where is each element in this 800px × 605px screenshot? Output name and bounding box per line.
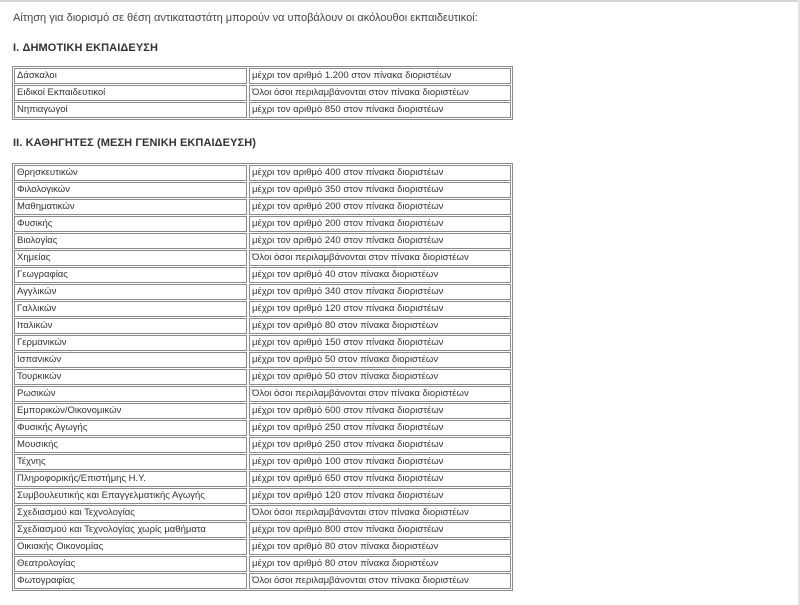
specialty-cell: Τέχνης (14, 454, 247, 470)
section-heading-secondary: II. ΚΑΘΗΓΗΤΕΣ (ΜΕΣΗ ΓΕΝΙΚΗ ΕΚΠΑΙΔΕΥΣΗ) (13, 137, 257, 149)
specialty-cell: Συμβουλευτικής και Επαγγελματικής Αγωγής (14, 488, 247, 504)
specialty-cell: Σχεδιασμού και Τεχνολογίας χωρίς μαθήματα (14, 522, 247, 538)
table-row (14, 386, 511, 402)
limit-cell: μέχρι τον αριθμό 400 στον πίνακα διοριστέων (249, 165, 511, 181)
specialty-cell: Μουσικής (14, 437, 247, 453)
limit-cell: μέχρι τον αριθμό 250 στον πίνακα διοριστέων (249, 437, 511, 453)
limit-cell: μέχρι τον αριθμό 650 στον πίνακα διοριστέων (249, 471, 511, 487)
limit-cell: Όλοι όσοι περιλαμβάνονται στον πίνακα διοριστέων (249, 573, 511, 589)
table-row (14, 403, 511, 419)
table-row (14, 352, 511, 368)
table-row (14, 182, 511, 198)
table-row (14, 488, 511, 504)
limit-cell: Όλοι όσοι περιλαμβάνονται στον πίνακα διοριστέων (249, 505, 511, 521)
specialty-cell: Σχεδιασμού και Τεχνολογίας (14, 505, 247, 521)
limit-cell: μέχρι τον αριθμό 80 στον πίνακα διοριστέων (249, 556, 511, 572)
limit-cell: Όλοι όσοι περιλαμβάνονται στον πίνακα διοριστέων (249, 386, 511, 402)
limit-cell: μέχρι τον αριθμό 600 στον πίνακα διοριστέων (249, 403, 511, 419)
table-row (14, 301, 511, 317)
specialty-cell: Οικιακής Οικονομίας (14, 539, 247, 555)
limit-cell: μέχρι τον αριθμό 800 στον πίνακα διοριστέων (249, 522, 511, 538)
table-row (14, 165, 511, 181)
table-row (14, 471, 511, 487)
limit-cell: μέχρι τον αριθμό 50 στον πίνακα διοριστέων (249, 352, 511, 368)
table-secondary-teachers (12, 163, 513, 591)
specialty-cell: Δάσκαλοι (14, 68, 247, 84)
table-row (14, 454, 511, 470)
specialty-cell: Χημείας (14, 250, 247, 266)
table-row (14, 573, 511, 589)
specialty-cell: Γεωγραφίας (14, 267, 247, 283)
table-row (14, 539, 511, 555)
specialty-cell: Φυσικής Αγωγής (14, 420, 247, 436)
limit-cell: μέχρι τον αριθμό 120 στον πίνακα διοριστέων (249, 488, 511, 504)
limit-cell: μέχρι τον αριθμό 80 στον πίνακα διοριστέων (249, 539, 511, 555)
specialty-cell: Γαλλικών (14, 301, 247, 317)
limit-cell: μέχρι τον αριθμό 340 στον πίνακα διοριστέων (249, 284, 511, 300)
specialty-cell: Φωτογραφίας (14, 573, 247, 589)
specialty-cell: Φιλολογικών (14, 182, 247, 198)
table-row (14, 68, 511, 84)
limit-cell: μέχρι τον αριθμό 150 στον πίνακα διοριστέων (249, 335, 511, 351)
specialty-cell: Εμπορικών/Οικονομικών (14, 403, 247, 419)
specialty-cell: Ιταλικών (14, 318, 247, 334)
table-row (14, 522, 511, 538)
table-row (14, 335, 511, 351)
table-row (14, 556, 511, 572)
limit-cell: μέχρι τον αριθμό 100 στον πίνακα διοριστέων (249, 454, 511, 470)
specialty-cell: Βιολογίας (14, 233, 247, 249)
limit-cell: μέχρι τον αριθμό 50 στον πίνακα διοριστέων (249, 369, 511, 385)
specialty-cell: Θρησκευτικών (14, 165, 247, 181)
limit-cell: Όλοι όσοι περιλαμβάνονται στον πίνακα διοριστέων (249, 85, 511, 101)
limit-cell: μέχρι τον αριθμό 200 στον πίνακα διοριστέων (249, 199, 511, 215)
top-border (0, 0, 800, 2)
table-row (14, 233, 511, 249)
table-row (14, 199, 511, 215)
limit-cell: Όλοι όσοι περιλαμβάνονται στον πίνακα διοριστέων (249, 250, 511, 266)
table-row (14, 284, 511, 300)
intro-text: Αίτηση για διορισμό σε θέση αντικαταστάτη μπορούν να υποβάλουν οι ακόλουθοι εκπαιδευτικοί: (13, 12, 478, 24)
table-row (14, 85, 511, 101)
section-heading-primary: I. ΔΗΜΟΤΙΚΗ ΕΚΠΑΙΔΕΥΣΗ (13, 42, 159, 54)
specialty-cell: Θεατρολογίας (14, 556, 247, 572)
specialty-cell: Ισπανικών (14, 352, 247, 368)
limit-cell: μέχρι τον αριθμό 350 στον πίνακα διοριστέων (249, 182, 511, 198)
limit-cell: μέχρι τον αριθμό 1.200 στον πίνακα διοριστέων (249, 68, 511, 84)
specialty-cell: Ειδικοί Εκπαιδευτικοί (14, 85, 247, 101)
specialty-cell: Ρωσικών (14, 386, 247, 402)
specialty-cell: Τουρκικών (14, 369, 247, 385)
table-row (14, 318, 511, 334)
table-row (14, 369, 511, 385)
specialty-cell: Μαθηματικών (14, 199, 247, 215)
limit-cell: μέχρι τον αριθμό 240 στον πίνακα διοριστέων (249, 233, 511, 249)
table-row (14, 102, 511, 118)
specialty-cell: Πληροφορικής/Επιστήμης Η.Υ. (14, 471, 247, 487)
table-row (14, 505, 511, 521)
specialty-cell: Αγγλικών (14, 284, 247, 300)
table-row (14, 216, 511, 232)
table-row (14, 250, 511, 266)
limit-cell: μέχρι τον αριθμό 200 στον πίνακα διοριστέων (249, 216, 511, 232)
limit-cell: μέχρι τον αριθμό 250 στον πίνακα διοριστέων (249, 420, 511, 436)
specialty-cell: Φυσικής (14, 216, 247, 232)
limit-cell: μέχρι τον αριθμό 80 στον πίνακα διοριστέων (249, 318, 511, 334)
table-row (14, 420, 511, 436)
specialty-cell: Νηπιαγωγοί (14, 102, 247, 118)
table-row (14, 267, 511, 283)
limit-cell: μέχρι τον αριθμό 850 στον πίνακα διοριστέων (249, 102, 511, 118)
limit-cell: μέχρι τον αριθμό 40 στον πίνακα διοριστέων (249, 267, 511, 283)
specialty-cell: Γερμανικών (14, 335, 247, 351)
table-primary-education (12, 66, 513, 120)
limit-cell: μέχρι τον αριθμό 120 στον πίνακα διοριστέων (249, 301, 511, 317)
table-row (14, 437, 511, 453)
